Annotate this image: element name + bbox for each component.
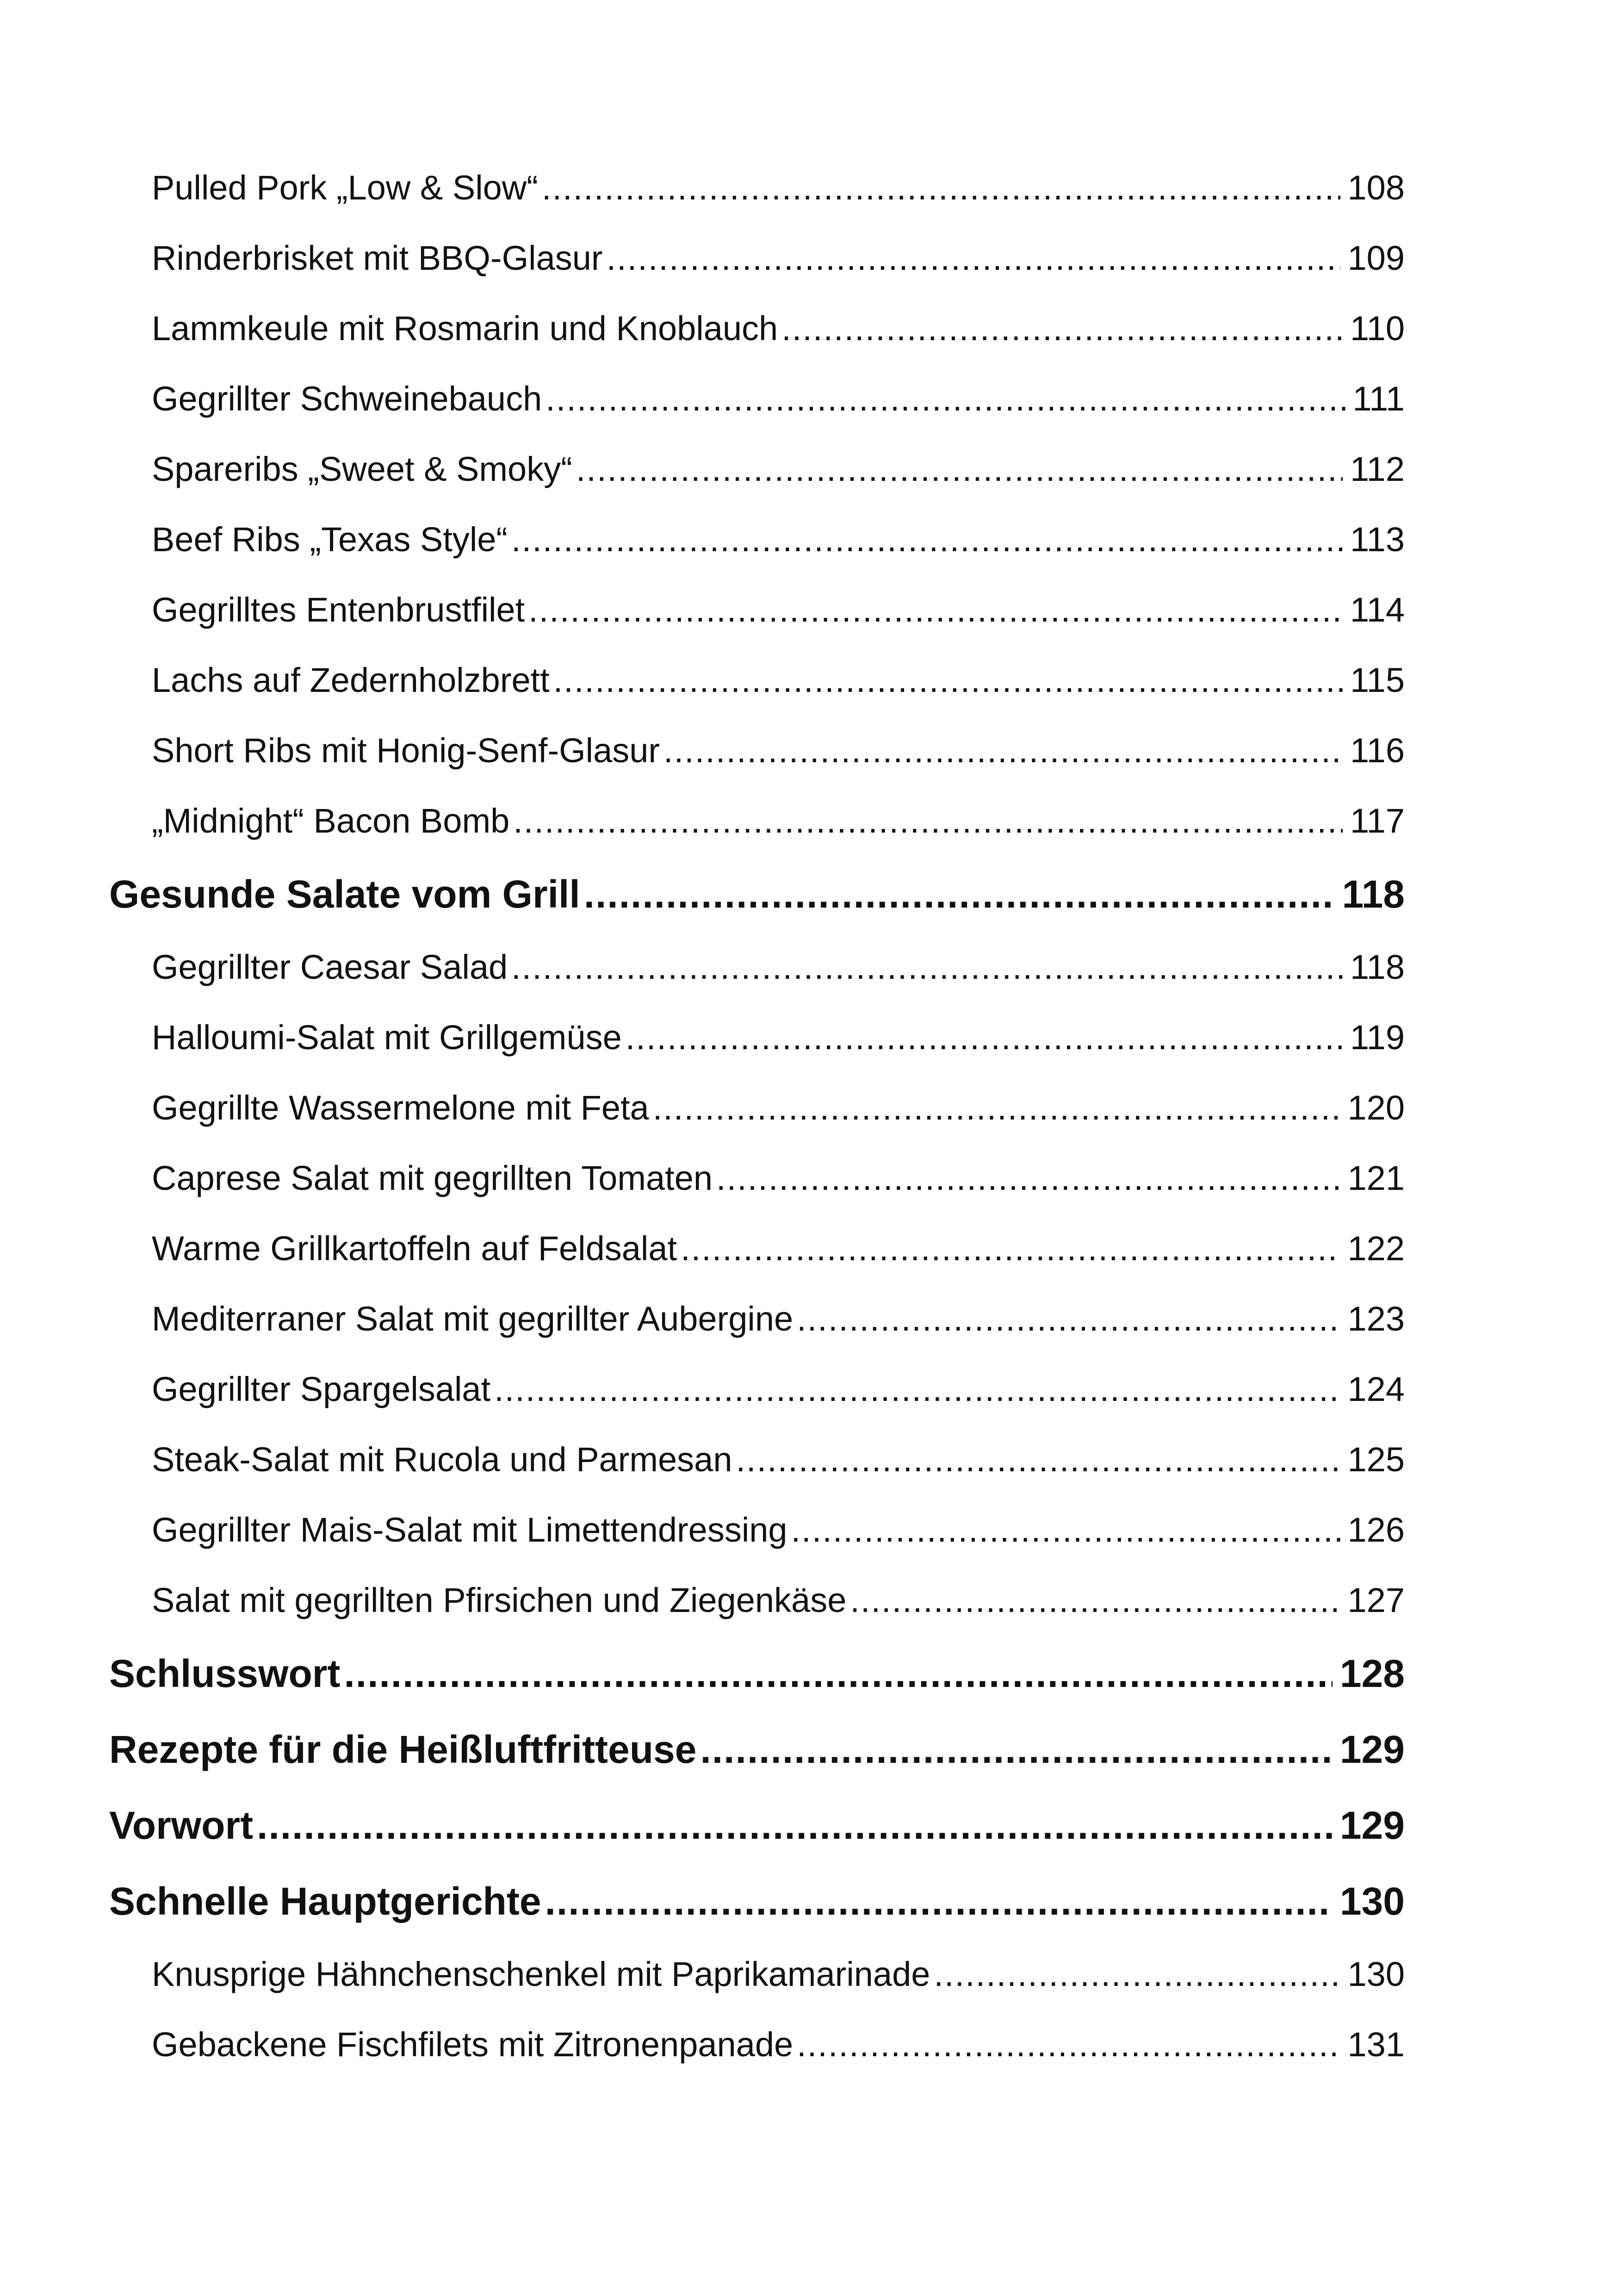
toc-chapter-entry[interactable] [109, 1636, 1405, 1711]
toc-recipe-entry[interactable] [109, 1073, 1405, 1143]
toc-entry-title: Schlusswort [109, 1652, 341, 1695]
toc-page-number: 119 [1350, 1018, 1405, 1057]
toc-dot-leader [511, 504, 1343, 575]
toc-page-number: 115 [1350, 661, 1405, 699]
toc-dot-leader [781, 293, 1343, 364]
toc-recipe-entry[interactable] [109, 1284, 1405, 1354]
toc-page-number: 122 [1347, 1229, 1405, 1268]
toc-page-number: 131 [1347, 2025, 1405, 2064]
toc-page-number: 126 [1347, 1511, 1405, 1549]
toc-recipe-entry[interactable] [109, 1565, 1405, 1636]
toc-entry-title: Pulled Pork „Low & Slow“ [152, 168, 538, 207]
toc-dot-leader [528, 575, 1343, 645]
toc-dot-leader [797, 2010, 1340, 2080]
toc-recipe-entry[interactable] [109, 504, 1405, 575]
toc-chapter-entry[interactable] [109, 1711, 1405, 1787]
toc-entry-title: Short Ribs mit Honig-Senf-Glasur [152, 731, 660, 770]
toc-dot-leader [791, 1495, 1340, 1565]
toc-page-number: 108 [1347, 168, 1405, 207]
toc-recipe-entry[interactable] [109, 293, 1405, 364]
toc-recipe-entry[interactable] [109, 645, 1405, 716]
toc-entry-title: Steak-Salat mit Rucola und Parmesan [152, 1440, 732, 1479]
toc-dot-leader [553, 645, 1343, 716]
toc-entry-title: Gebackene Fischfilets mit Zitronenpanade [152, 2025, 794, 2064]
toc-page-number: 125 [1347, 1440, 1405, 1479]
toc-entry-title: Lammkeule mit Rosmarin und Knoblauch [152, 309, 778, 348]
toc-entry-title: Vorwort [109, 1804, 254, 1847]
toc-chapter-entry[interactable] [109, 856, 1405, 932]
toc-recipe-entry[interactable] [109, 786, 1405, 856]
toc-page-number: 112 [1350, 450, 1405, 488]
toc-recipe-entry[interactable] [109, 434, 1405, 504]
toc-recipe-entry[interactable] [109, 223, 1405, 293]
toc-entry-title: Rinderbrisket mit BBQ-Glasur [152, 239, 603, 277]
toc-entry-title: Halloumi-Salat mit Grillgemüse [152, 1018, 622, 1057]
toc-dot-leader [511, 932, 1343, 1002]
toc-page-number: 118 [1350, 948, 1405, 986]
toc-recipe-entry[interactable] [109, 1425, 1405, 1495]
toc-dot-leader [653, 1073, 1340, 1143]
toc-entry-title: Caprese Salat mit gegrillten Tomaten [152, 1159, 713, 1197]
toc-entry-title: Gegrilltes Entenbrustfilet [152, 591, 525, 629]
toc-entry-title: Salat mit gegrillten Pfirsichen und Ziegenkäse [152, 1581, 847, 1619]
toc-dot-leader [700, 1711, 1332, 1787]
toc-page-number: 114 [1350, 591, 1405, 629]
toc-entry-title: Knusprige Hähnchenschenkel mit Paprikamarinade [152, 1955, 930, 1993]
toc-entry-title: Beef Ribs „Texas Style“ [152, 520, 508, 559]
toc-dot-leader [681, 1213, 1340, 1284]
toc-page-number: 113 [1350, 520, 1405, 559]
toc-recipe-entry[interactable] [109, 2010, 1405, 2080]
toc-page-number: 124 [1347, 1370, 1405, 1408]
toc-page-number: 121 [1347, 1159, 1405, 1197]
toc-page-number: 116 [1350, 731, 1405, 770]
toc-dot-leader [607, 223, 1340, 293]
toc-entry-title: Gegrillte Wassermelone mit Feta [152, 1089, 649, 1127]
toc-dot-leader [934, 1939, 1340, 2010]
toc-entry-title: Schnelle Hauptgerichte [109, 1879, 541, 1923]
toc-dot-leader [576, 434, 1343, 504]
toc-entry-title: Gegrillter Caesar Salad [152, 948, 508, 986]
toc-page-number: 110 [1350, 309, 1405, 348]
toc-entry-title: Warme Grillkartoffeln auf Feldsalat [152, 1229, 677, 1268]
toc-page-number: 129 [1339, 1804, 1405, 1847]
toc-recipe-entry[interactable] [109, 1939, 1405, 2010]
toc-entry-title: Gegrillter Mais-Salat mit Limettendressing [152, 1511, 787, 1549]
toc-dot-leader [542, 153, 1340, 223]
toc-page-number: 127 [1347, 1581, 1405, 1619]
toc-page-number: 128 [1339, 1652, 1405, 1695]
toc-entry-title: Gegrillter Spargelsalat [152, 1370, 491, 1408]
table-of-contents [109, 153, 1405, 2080]
toc-page-number: 130 [1347, 1955, 1405, 1993]
toc-dot-leader [513, 786, 1343, 856]
toc-page-number: 118 [1342, 872, 1405, 916]
toc-recipe-entry[interactable] [109, 932, 1405, 1002]
toc-page-number: 111 [1352, 380, 1405, 418]
toc-dot-leader [736, 1425, 1340, 1495]
toc-dot-leader [584, 856, 1335, 932]
toc-dot-leader [546, 364, 1345, 434]
toc-entry-title: Gesunde Salate vom Grill [109, 872, 580, 916]
toc-dot-leader [850, 1565, 1340, 1636]
toc-recipe-entry[interactable] [109, 1495, 1405, 1565]
toc-entry-title: Spareribs „Sweet & Smoky“ [152, 450, 572, 488]
toc-entry-title: Mediterraner Salat mit gegrillter Aubergine [152, 1300, 794, 1338]
toc-recipe-entry[interactable] [109, 364, 1405, 434]
toc-dot-leader [545, 1863, 1333, 1939]
toc-dot-leader [716, 1143, 1340, 1213]
toc-page-number: 120 [1347, 1089, 1405, 1127]
toc-entry-title: Lachs auf Zedernholzbrett [152, 661, 550, 699]
toc-chapter-entry[interactable] [109, 1787, 1405, 1863]
toc-page-number: 117 [1350, 802, 1405, 840]
toc-page-number: 123 [1347, 1300, 1405, 1338]
toc-dot-leader [494, 1354, 1340, 1425]
toc-dot-leader [344, 1636, 1332, 1711]
toc-recipe-entry[interactable] [109, 153, 1405, 223]
toc-entry-title: „Midnight“ Bacon Bomb [152, 802, 510, 840]
toc-dot-leader [797, 1284, 1340, 1354]
toc-page-number: 130 [1339, 1879, 1405, 1923]
toc-recipe-entry[interactable] [109, 1354, 1405, 1425]
toc-dot-leader [257, 1787, 1333, 1863]
toc-entry-title: Gegrillter Schweinebauch [152, 380, 542, 418]
toc-recipe-entry[interactable] [109, 575, 1405, 645]
toc-recipe-entry[interactable] [109, 716, 1405, 786]
toc-page-number: 129 [1339, 1728, 1405, 1771]
toc-page-number: 109 [1347, 239, 1405, 277]
toc-chapter-entry[interactable] [109, 1863, 1405, 1939]
toc-entry-title: Rezepte für die Heißluftfritteuse [109, 1728, 697, 1771]
toc-dot-leader [626, 1002, 1343, 1073]
toc-dot-leader [663, 716, 1343, 786]
toc-recipe-entry[interactable] [109, 1002, 1405, 1073]
toc-recipe-entry[interactable] [109, 1213, 1405, 1284]
toc-recipe-entry[interactable] [109, 1143, 1405, 1213]
